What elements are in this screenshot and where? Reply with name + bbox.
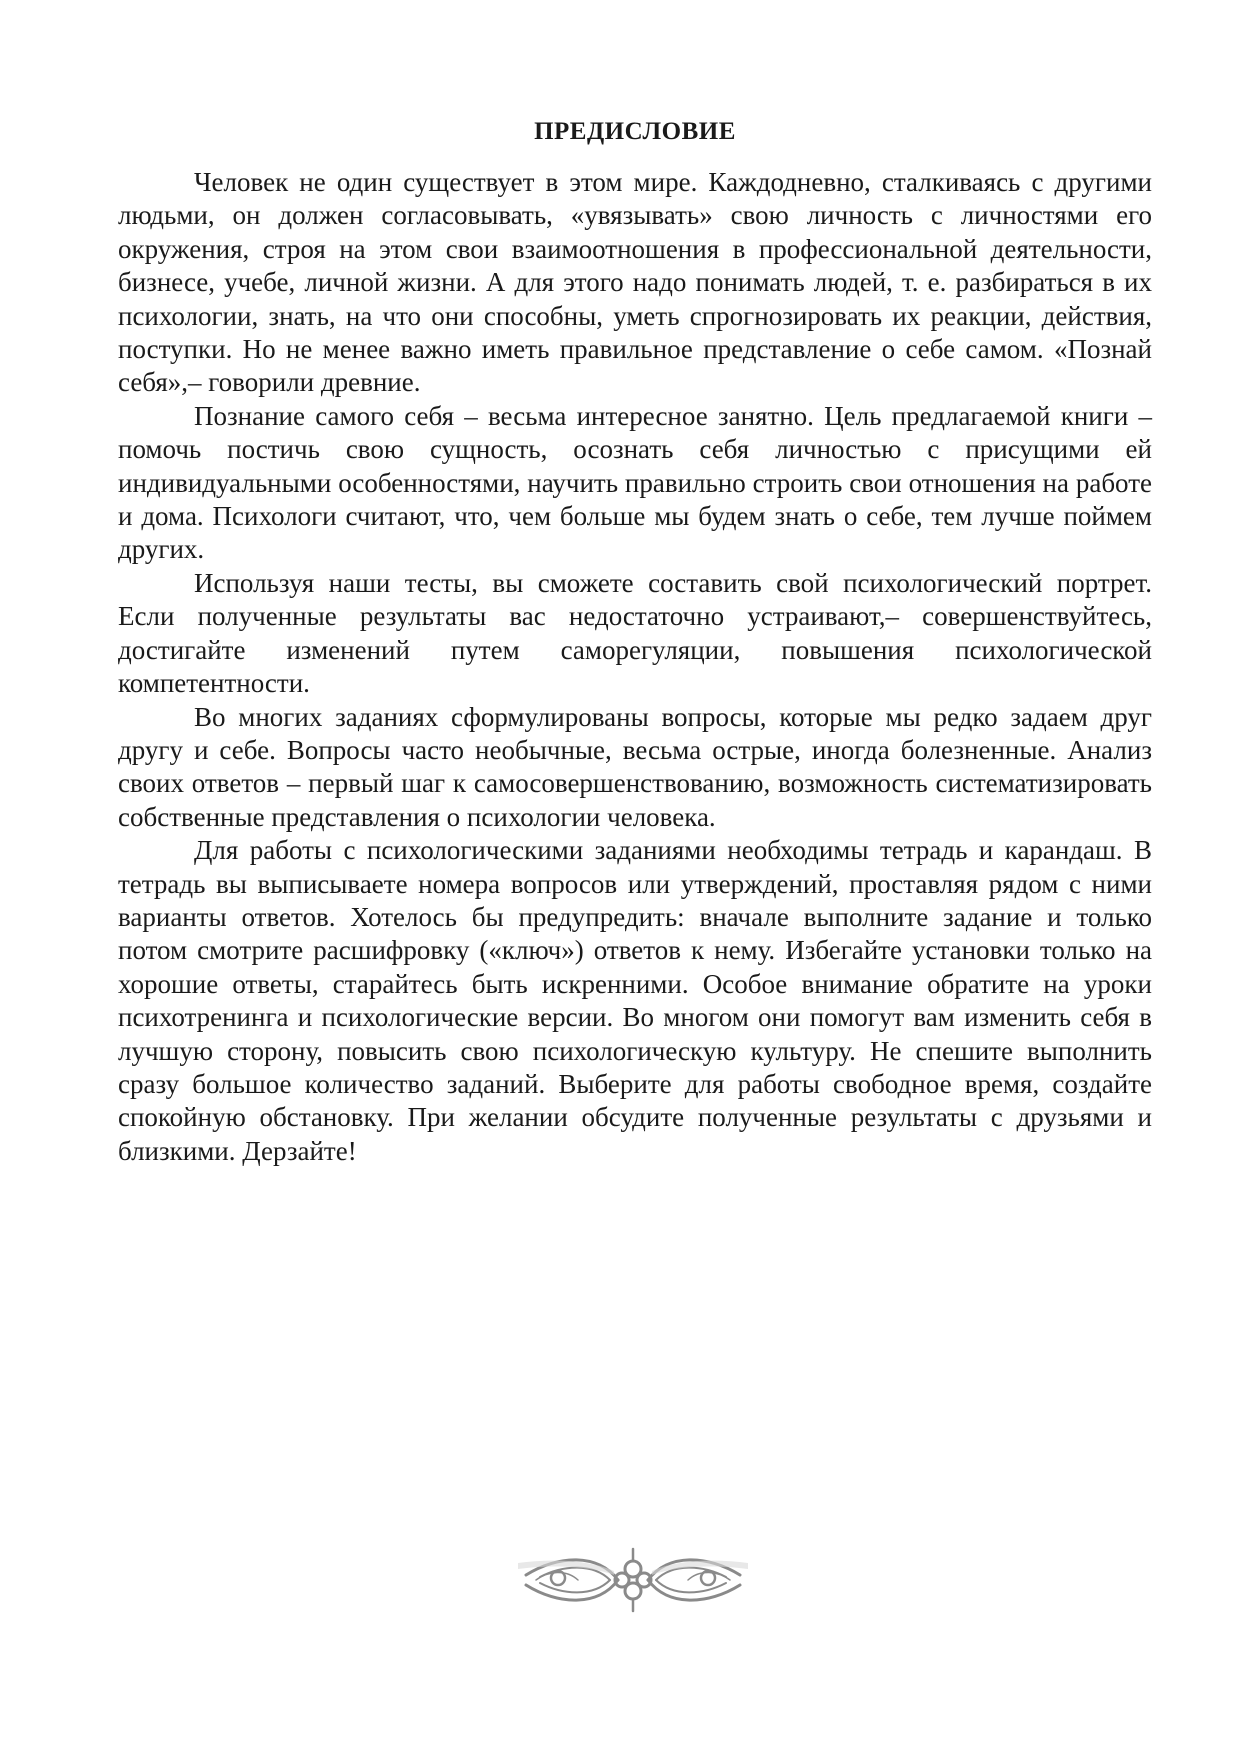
paragraph-4: Во многих заданиях сформулированы вопросы, которые мы редко задаем друг другу и себе. Вопросы часто необычные, весьма острые, иногда болезненные. Анализ своих ответов – первый шаг к самосовершенствованию, возможность систематизировать собственные представления о психологии человека.: [118, 701, 1152, 832]
paragraph-3: Используя наши тесты, вы сможете составить свой психологический портрет. Если полученные результаты вас недостаточно устраивают,– совершенствуйтесь, достигайте изменений путем саморегуляции, повышения психологической компетентности.: [118, 567, 1152, 699]
paragraph-2: Познание самого себя – весьма интересное занятно. Цель предлагаемой книги – помочь постичь свою сущность, осознать себя личностью с присущими ей индивидуальными особенностями, научить правильно строить свои отношения на работе и дома. Психологи считают, что, чем больше мы будем знать о себе, тем лучше поймем других.: [118, 400, 1152, 565]
paragraph-1: Человек не один существует в этом мире. Каждодневно, сталкиваясь с другими людьми, он должен согласовывать, «увязывать» свою личность с личностями его окружения, строя на этом свои взаимоотношения в профессиональной деятельности, бизнесе, учебе, личной жизни. А для этого надо понимать людей, т. е. разбираться в их психологии, знать, на что они способны, уметь спрогнозировать их реакции, действия, поступки. Но не менее важно иметь правильное представление о себе самом. «Познай себя»,– говорили древние.: [118, 167, 1152, 398]
decorative-ornament-icon: [518, 1545, 748, 1615]
paragraph-5: Для работы с психологическими заданиями необходимы тетрадь и карандаш. В тетрадь вы выписываете номера вопросов или утверждений, проставляя рядом с ними варианты ответов. Хотелось бы предупредить: вначале выполните задание и только потом смотрите расшифровку («ключ») ответов к нему. Избегайте установки только на хорошие ответы, старайтесь быть искренними. Особое внимание обратите на уроки психотренинга и психологические версии. Во многом они помогут вам изменить себя в лучшую сторону, повысить свою психологическую культуру. Не спешите выполнить сразу большое количество заданий. Выберите для работы свободное время, создайте спокойную обстановку. При желании обсудите полученные результаты с друзьями и близкими. Дерзайте!: [118, 835, 1152, 1166]
page-title: ПРЕДИСЛОВИЕ: [534, 118, 736, 145]
document-body: [118, 118, 1152, 1168]
